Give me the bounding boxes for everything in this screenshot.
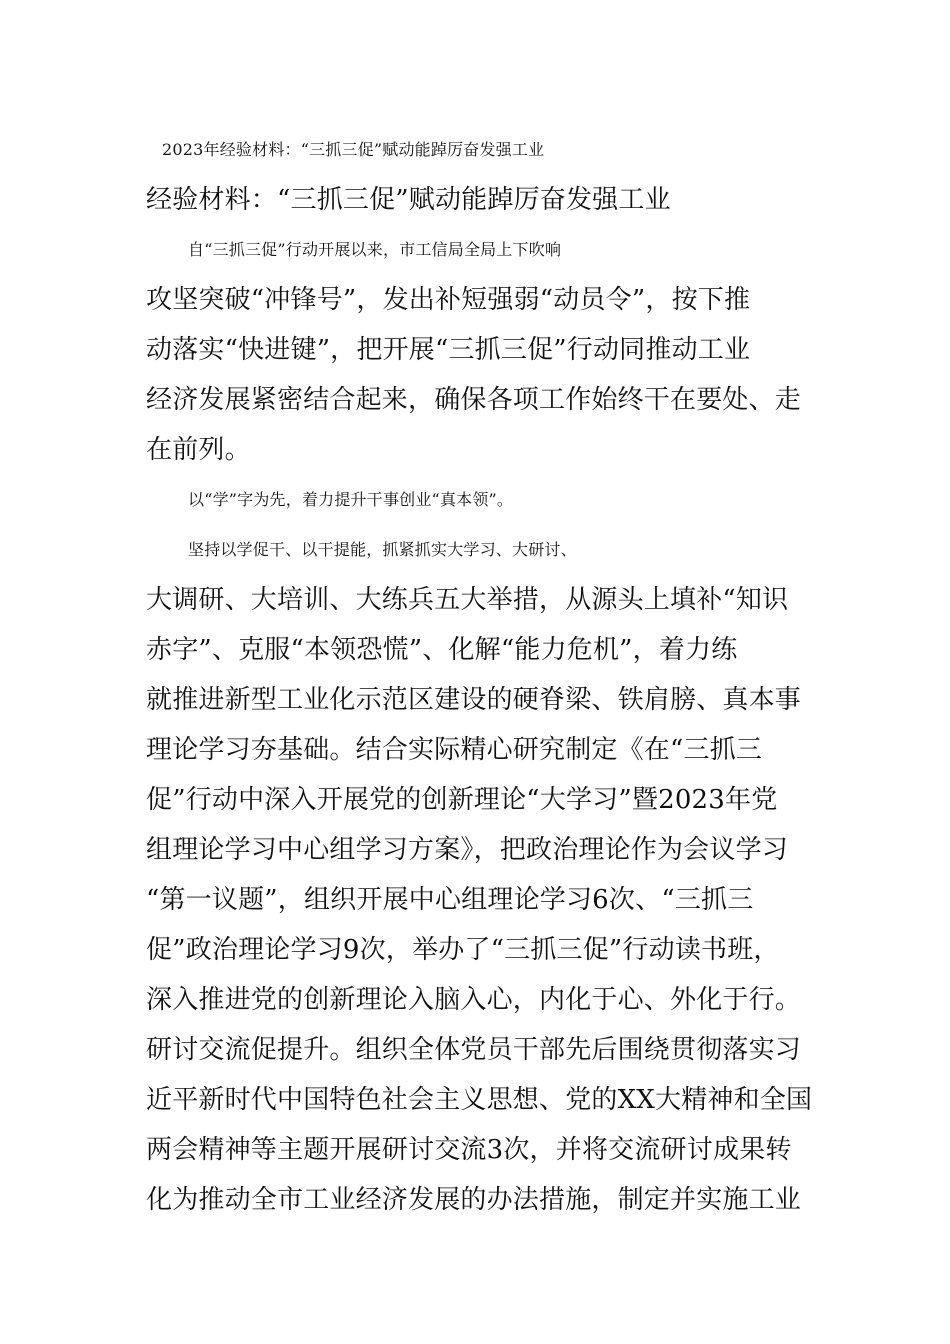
paragraph-line: 促”政治理论学习9次，举办了“三抓三促”行动读书班， (146, 935, 780, 965)
section-heading: 以“学”字为先，着力提升干事创业“真本领”。 (188, 490, 514, 509)
paragraph-line: 深入推进党的创新理论入脑入心，内化于心、外化于行。 (146, 985, 802, 1015)
paragraph-line: 大调研、大培训、大练兵五大举措，从源头上填补“知识 (146, 585, 789, 615)
paragraph-line: 在前列。 (146, 435, 251, 465)
subtitle-line: 经验材料：“三抓三促”赋动能踔厉奋发强工业 (146, 185, 671, 215)
paragraph-line: 化为推动全市工业经济发展的办法措施，制定并实施工业 (146, 1185, 802, 1215)
paragraph-line: 攻坚突破“冲锋号”，发出补短强弱“动员令”，按下推 (146, 285, 751, 315)
paragraph-line: 近平新时代中国特色社会主义思想、党的XX大精神和全国 (146, 1085, 813, 1115)
document-title: 2023年经验材料：“三抓三促”赋动能踔厉奋发强工业 (162, 140, 545, 159)
paragraph-line: 坚持以学促干、以干提能，抓紧抓实大学习、大研讨、 (188, 540, 577, 559)
paragraph-line: 促”行动中深入开展党的创新理论“大学习”暨2023年党 (146, 785, 778, 815)
paragraph-line: 赤字”、克服“本领恐慌”、化解“能力危机”，着力练 (146, 635, 738, 665)
paragraph-line: 研讨交流促提升。组织全体党员干部先后围绕贯彻落实习 (146, 1035, 802, 1065)
paragraph-line: 组理论学习中心组学习方案》，把政治理论作为会议学习 (146, 835, 789, 865)
paragraph-line: “第一议题”，组织开展中心组理论学习6次、“三抓三 (146, 885, 754, 915)
paragraph-line: 经济发展紧密结合起来，确保各项工作始终干在要处、走 (146, 385, 802, 415)
paragraph-line: 理论学习夯基础。结合实际精心研究制定《在“三抓三 (146, 735, 763, 765)
paragraph-line: 动落实“快进键”，把开展“三抓三促”行动同推动工业 (146, 335, 751, 365)
paragraph-line: 自“三抓三促”行动开展以来，市工信局全局上下吹响 (188, 240, 562, 259)
paragraph-line: 就推进新型工业化示范区建设的硬脊梁、铁肩膀、真本事 (146, 685, 802, 715)
paragraph-line: 两会精神等主题开展研讨交流3次，并将交流研讨成果转 (146, 1135, 792, 1165)
